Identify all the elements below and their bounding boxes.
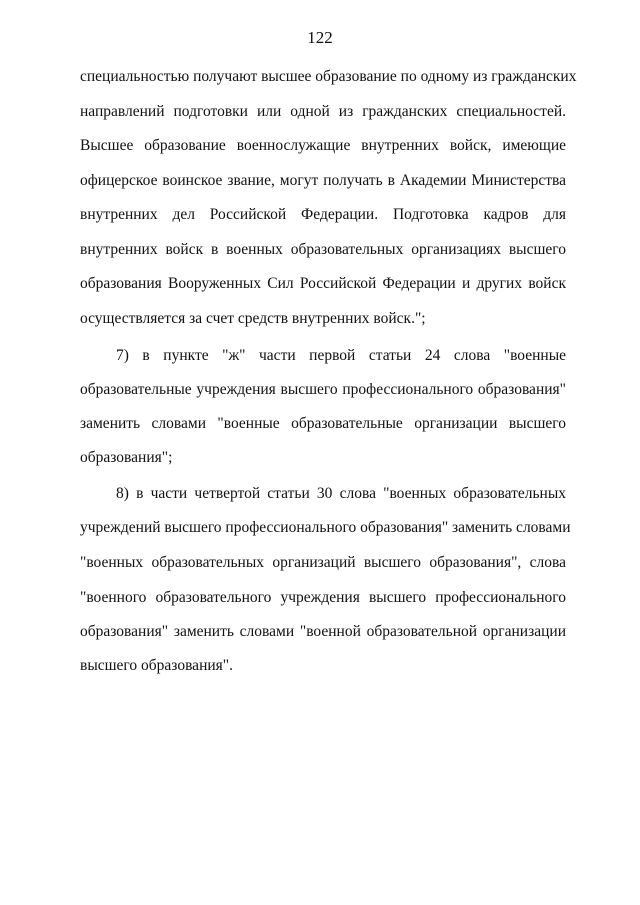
paragraph-line: учреждений высшего профессионального образования" заменить словами <box>80 519 571 536</box>
paragraph-line: внутренних дел Российской Федерации. Подготовка кадров для <box>80 206 566 223</box>
paragraph-line: 7) в пункте "ж" части первой статьи 24 слова "военные <box>116 347 566 364</box>
paragraph-line: специальностью получают высшее образование по одному из гражданских <box>80 68 577 85</box>
paragraph-line: осуществляется за счет средств внутренних войск."; <box>80 310 426 327</box>
paragraph-line: "военных образовательных организаций высшего образования", слова <box>80 554 566 571</box>
paragraph-line: заменить словами "военные образовательные организации высшего <box>80 415 566 432</box>
paragraph-line: 8) в части четвертой статьи 30 слова "военных образовательных <box>116 485 566 502</box>
paragraph-line: направлений подготовки или одной из гражданских специальностей. <box>80 103 566 120</box>
paragraph-line: образовательные учреждения высшего профессионального образования" <box>80 381 566 398</box>
paragraph-line: офицерское воинское звание, могут получать в Академии Министерства <box>80 172 566 189</box>
paragraph-line: "военного образовательного учреждения высшего профессионального <box>80 589 566 606</box>
paragraph-line: Высшее образование военнослужащие внутренних войск, имеющие <box>80 137 566 154</box>
paragraph-line: внутренних войск в военных образовательных организациях высшего <box>80 241 566 258</box>
paragraph-line: высшего образования". <box>80 657 233 674</box>
paragraph-line: образования" заменить словами "военной образовательной организации <box>80 623 566 640</box>
page-number: 122 <box>307 28 333 47</box>
paragraph-line: образования"; <box>80 449 173 466</box>
paragraph-line: образования Вооруженных Сил Российской Федерации и других войск <box>80 275 566 292</box>
